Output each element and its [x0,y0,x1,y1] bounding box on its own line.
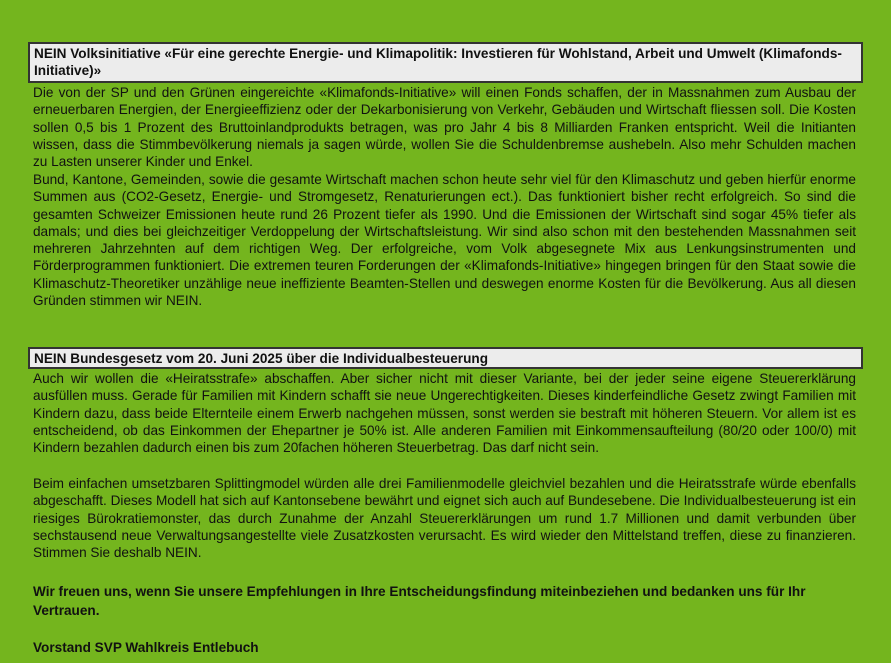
paragraph-individualbesteuerung-2: Beim einfachen umsetzbaren Splittingmodel würden alle drei Familienmodelle gleichviel bezahlen und die Heiratsstrafe würde ebenfalls abgeschafft. Dieses Modell hat sich auf Kantonsebene bewährt und eignet sich auch auf Bundesebene. Die Individualbesteuerung ist ein riesiges Bürokratiemonster, das durch Zunahme der Anzahl Steuererklärungen um rund 1.7 Millionen und damit verbunden über sechstausend neue Verwaltungsangestellte viele Zusatzkosten verursacht. Es wird wieder den Mittelstand treffen, diese zu finanzieren. Stimmen Sie deshalb NEIN. [33,476,856,561]
section-heading-klimafonds: NEIN Volksinitiative «Für eine gerechte Energie- und Klimapolitik: Investieren für Wohlstand, Arbeit und Umwelt (Klimafonds-Initiative)» [28,42,863,83]
section-heading-individualbesteuerung: NEIN Bundesgesetz vom 20. Juni 2025 über die Individualbesteuerung [28,347,863,369]
paragraph-klimafonds-1: Die von der SP und den Grünen eingereichte «Klimafonds-Initiative» will einen Fonds schaffen, der in Massnahmen zum Ausbau der erneuerbaren Energien, der Energieeffizienz oder der Dekarbonisierung von Verkehr, Gebäuden und Wirtschaft fliessen soll. Die Kosten sollen 0,5 bis 1 Prozent des Bruttoinlandprodukts betragen, was pro Jahr 4 bis 8 Milliarden Franken entspricht. Weil die Initianten wissen, dass die Stimmbevölkerung niemals ja sagen würde, wollen Sie die Schuldenbremse aushebeln. Also mehr Schulden machen zu Lasten unserer Kinder und Enkel. [33,85,856,170]
closing-text: Wir freuen uns, wenn Sie unsere Empfehlungen in Ihre Entscheidungsfindung miteinbeziehen und bedanken uns für Ihr Vertrauen. [33,584,806,618]
paragraph-klimafonds-2: Bund, Kantone, Gemeinden, sowie die gesamte Wirtschaft machen schon heute sehr viel für den Klimaschutz und geben hierfür enorme Summen aus (CO2-Gesetz, Energie- und Stromgesetz, Renaturierungen ect.). Das funktioniert bisher recht erfolgreich. So sind die gesamten Schweizer Emissionen heute rund 26 Prozent tiefer als 1990. Und die Emissionen der Wirtschaft sind sogar 45% tiefer als damals; und dies bei gleichzeitiger Verdoppelung der Wirtschaftsleistung. Wir sind also schon mit den bestehenden Massnahmen seit mehreren Jahrzehnten auf dem richtigen Weg. Der erfolgreiche, vom Volk abgesegnete Mix aus Lenkungsinstrumenten und Förderprogrammen funktioniert. Die extremen teuren Forderungen der «Klimafonds-Initiative» hingegen bringen für den Staat sowie die Klimaschutz-Theoretiker unzählige neue ineffiziente Beamten-Stellen und deswegen enorme Kosten für die Bevölkerung. Aus all diesen Gründen stimmen wir NEIN. [33,172,856,309]
paragraph-individualbesteuerung-1: Auch wir wollen die «Heiratsstrafe» abschaffen. Aber sicher nicht mit dieser Variante, bei der jeder seine eigene Steuererklärung ausfüllen muss. Gerade für Familien mit Kindern schafft sie neue Ungerechtigkeiten. Dieses kinderfeindliche Gesetz zwingt Familien mit Kindern dazu, dass beide Elternteile einem Erwerb nachgehen müssen, sonst werden sie bestraft mit höheren Steuern. Vor allem ist es entscheidend, ob das Einkommen der Ehepartner je 50% ist. Alle anderen Familien mit Einkommensaufteilung (80/20 oder 100/0) mit Kindern bezahlen dadurch einen bis zum 20fachen höheren Steuerbetrag. Das darf nicht sein. [33,371,856,456]
signature: Vorstand SVP Wahlkreis Entlebuch [33,640,259,655]
